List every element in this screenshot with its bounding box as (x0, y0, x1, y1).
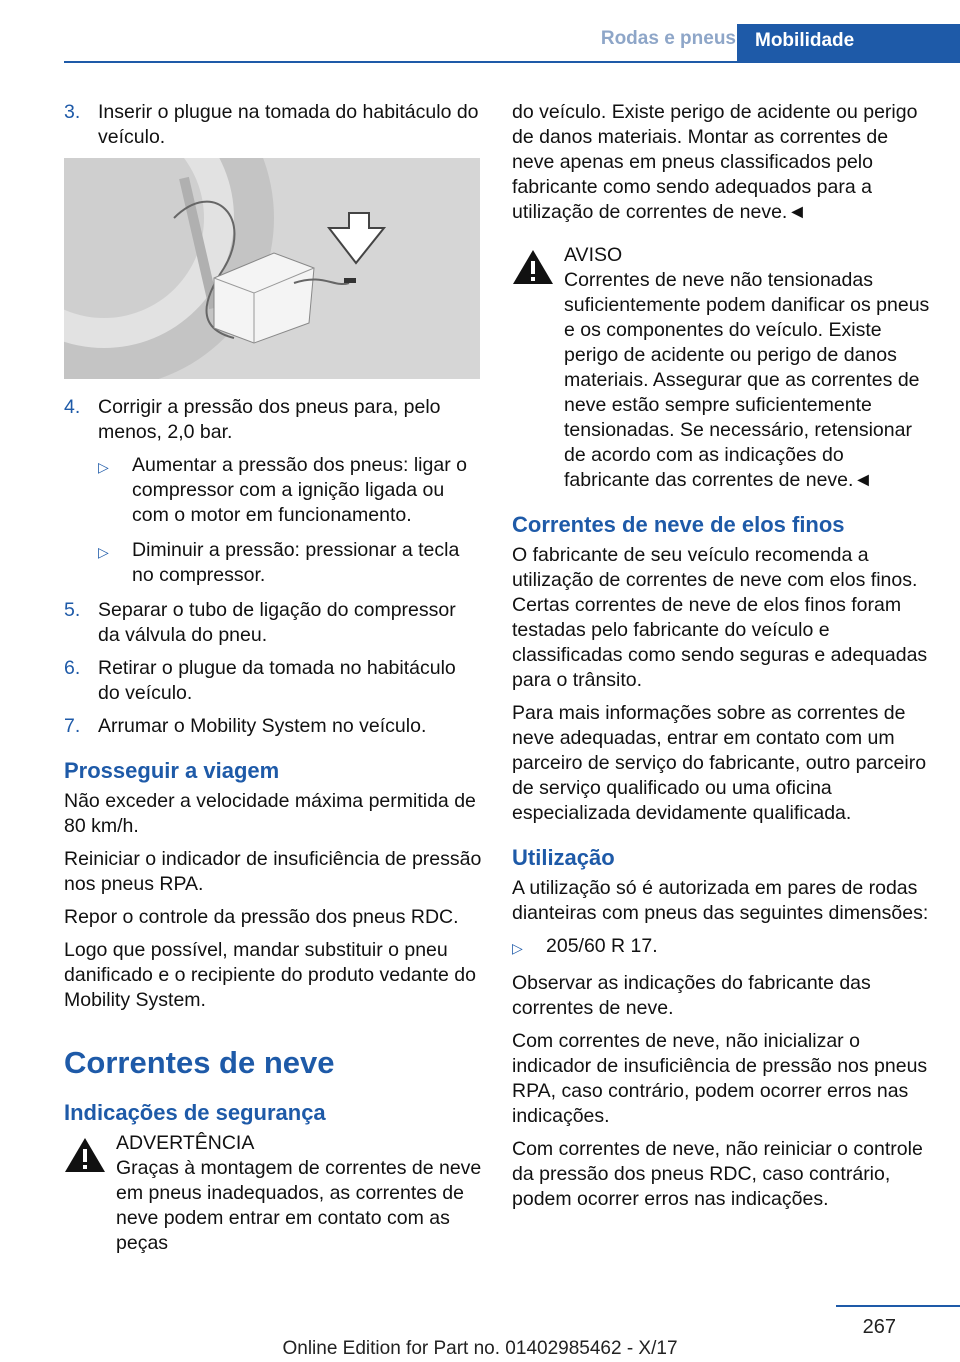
paragraph: Observar as indicações do fabricante das correntes de neve. (512, 972, 871, 1019)
paragraph: Com correntes de neve, não inicializar o indicador de insuficiência de pressão nos pneus RPA, caso contrário, podem ocorrer erros nas indicações. (512, 1030, 928, 1127)
warning-block (64, 1131, 482, 1256)
notice-block (512, 243, 930, 493)
bullet-item (98, 453, 482, 528)
heading-utilizacao: Utilização (512, 845, 615, 870)
paragraph: Reiniciar o indicador de insuficiência de pressão nos pneus RPA. (64, 848, 482, 895)
paragraph: Logo que possível, mandar substituir o pneu danificado e o recipiente do produto vedante do Mobility System. (64, 939, 476, 1011)
paragraph: O fabricante de seu veículo recomenda a utilização de correntes de neve com elos finos. Certas correntes de neve de elos finos foram testadas pelo fabricante do veículo e classificadas como sendo seguras e adequadas para o trânsito. (512, 544, 928, 691)
bullet-item (98, 538, 482, 588)
section-tab: Rodas e pneus (600, 28, 736, 49)
header-rule (64, 61, 960, 63)
left-column (64, 100, 482, 1266)
right-column (512, 100, 930, 1220)
step-7 (64, 714, 482, 739)
compressor-image (64, 158, 480, 379)
step-3 (64, 100, 482, 150)
step-text: Arrumar o Mobility System no veículo. (98, 715, 427, 737)
step-number: 5. (64, 599, 81, 621)
chapter-tab: Mobilidade (737, 24, 960, 62)
paragraph: Repor o controle da pressão dos pneus RDC. (64, 906, 459, 928)
step-4 (64, 395, 482, 445)
warning-icon (512, 249, 554, 285)
bullet-arrow-icon: ▷ (98, 459, 109, 475)
paragraph: Não exceder a velocidade máxima permitida de 80 km/h. (64, 790, 476, 837)
warning-icon (64, 1137, 106, 1173)
compressor-illustration (64, 158, 480, 379)
step-number: 7. (64, 715, 81, 737)
step-number: 4. (64, 396, 81, 418)
page-number: 267 (862, 1316, 896, 1338)
heading-correntes: Correntes de neve (64, 1045, 335, 1080)
bullet-text: 205/60 R 17. (546, 935, 658, 957)
footer-rule (836, 1305, 960, 1307)
step-text: Inserir o plugue na tomada do habitáculo do veículo. (98, 101, 479, 148)
bullet-arrow-icon: ▷ (98, 544, 109, 560)
step-number: 6. (64, 657, 81, 679)
step-number: 3. (64, 101, 81, 123)
step-5 (64, 598, 482, 648)
warning-text: Graças à montagem de correntes de neve em pneus inadequados, as correntes de neve podem entrar em contato com as peças (116, 1157, 482, 1254)
notice-text: Correntes de neve não tensionadas suficientemente podem danificar os pneus e os componentes do veículo. Existe perigo de acidente ou perigo de danos materiais. Assegurar que as correntes de neve estão sempre suficientemente tensionadas. Se necessário, retensionar de acordo com as indicações do fabricante das correntes de neve.◄ (564, 269, 930, 491)
bullet-text: Diminuir a pressão: pressionar a tecla no compressor. (132, 539, 460, 586)
notice-title: AVISO (564, 244, 623, 266)
step-text: Retirar o plugue da tomada no habitáculo do veículo. (98, 657, 456, 704)
heading-elos-finos: Correntes de neve de elos finos (512, 512, 845, 537)
step-6 (64, 656, 482, 706)
paragraph: Para mais informações sobre as correntes de neve adequadas, entrar em contato com um parceiro de serviço do fabricante, outro parceiro de serviço qualificado ou uma oficina especializada devidamente qualificada. (512, 702, 927, 824)
bullet-item (512, 934, 930, 961)
step-text: Separar o tubo de ligação do compressor da válvula do pneu. (98, 599, 456, 646)
step-text: Corrigir a pressão dos pneus para, pelo menos, 2,0 bar. (98, 396, 441, 443)
paragraph: do veículo. Existe perigo de acidente ou perigo de danos materiais. Montar as correntes de neve apenas em pneus classificados pelo fabricante como sendo adequados para a utilização de correntes de neve.◄ (512, 101, 918, 223)
warning-title: ADVERTÊNCIA (116, 1132, 255, 1154)
paragraph: Com correntes de neve, não reiniciar o controle da pressão dos pneus RDC, caso contrário, podem ocorrer erros nas indicações. (512, 1138, 923, 1210)
paragraph: A utilização só é autorizada em pares de rodas dianteiras com pneus das seguintes dimensões: (512, 877, 929, 924)
heading-indicacoes: Indicações de segurança (64, 1100, 326, 1125)
bullet-text: Aumentar a pressão dos pneus: ligar o compressor com a ignição ligada ou com o motor em funcionamento. (132, 454, 467, 526)
edition-note: Online Edition for Part no. 01402985462 - X/17 (282, 1338, 678, 1359)
heading-prosseguir: Prosseguir a viagem (64, 758, 280, 783)
page-header (0, 0, 960, 62)
bullet-arrow-icon: ▷ (512, 940, 523, 956)
